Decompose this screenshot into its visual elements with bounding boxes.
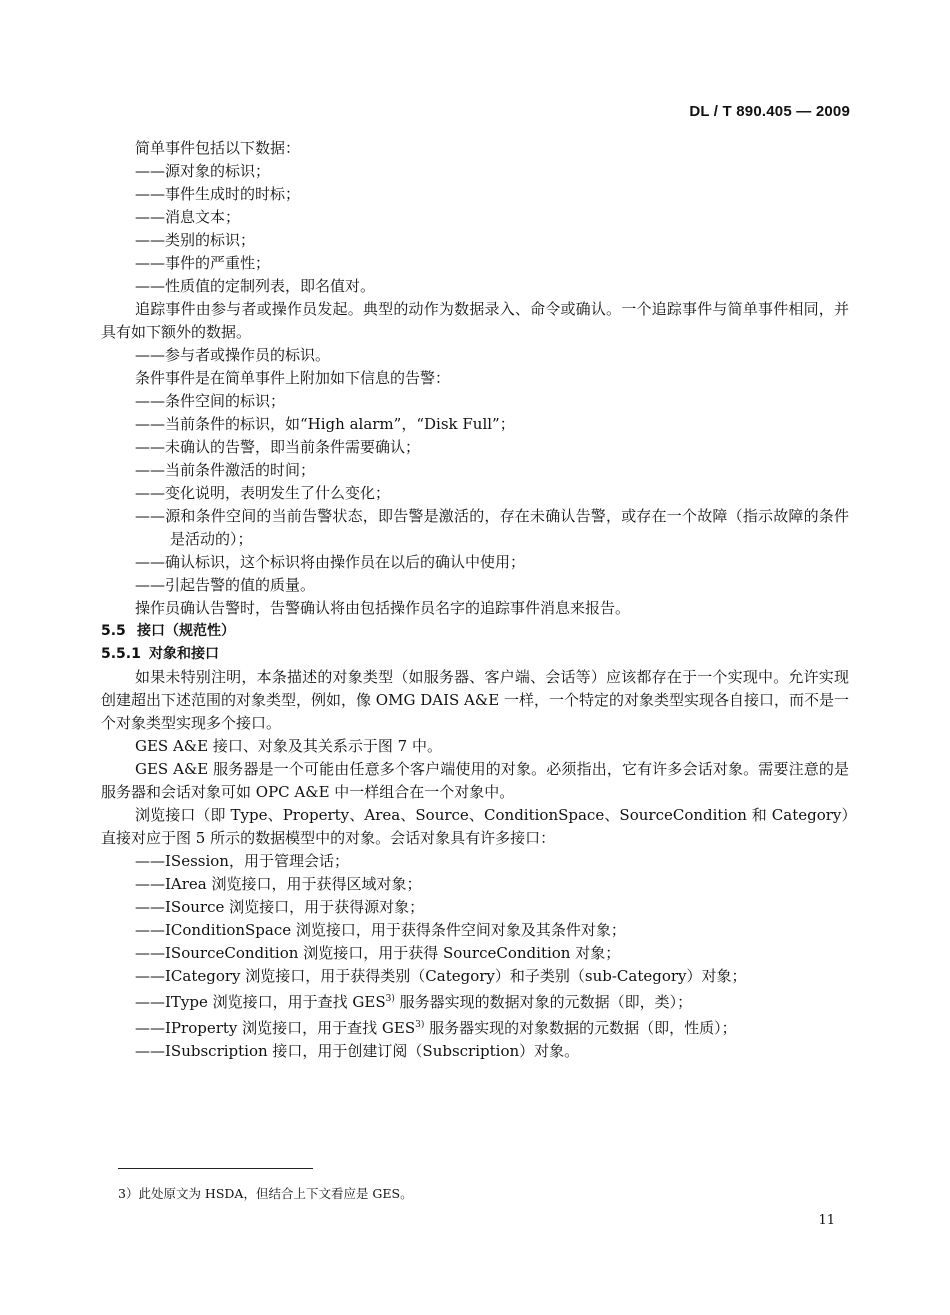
- section-number: 5.5.1: [101, 646, 141, 662]
- list-item: ——事件的严重性；: [135, 254, 271, 272]
- paragraph: 追踪事件由参与者或操作员发起。典型的动作为数据录入、命令或确认。一个追踪事件与简单事件相同，并具有如下额外的数据。: [101, 300, 849, 341]
- footnote: 3）此处原文为 HSDA，但结合上下文看应是 GES。: [118, 1186, 413, 1201]
- section-title: 接口（规范性）: [137, 623, 235, 639]
- section-heading: [101, 620, 849, 643]
- list-item: ——类别的标识；: [135, 231, 256, 249]
- section-title: 对象和接口: [149, 646, 219, 662]
- list-item: [101, 988, 849, 1014]
- paragraph: 浏览接口（即 Type、Property、Area、Source、ConditionSpace、SourceCondition 和 Category）直接对应于图 5 所示的数据模型中的对象。会话对象具有许多接口：: [101, 806, 849, 847]
- footnote-divider: [118, 1168, 313, 1169]
- list-item: ——参与者或操作员的标识。: [135, 346, 331, 364]
- list-item: ——ISource 浏览接口，用于获得源对象；: [135, 898, 425, 916]
- list-item: ——消息文本；: [135, 208, 241, 226]
- subsection-heading: [101, 643, 849, 666]
- list-item: [101, 1014, 849, 1040]
- list-item-text: 服务器实现的对象数据的元数据（即，性质）；: [424, 1019, 737, 1037]
- footnote-reference: 3): [415, 1020, 425, 1030]
- paragraph: 条件事件是在简单事件上附加如下信息的告警：: [135, 369, 451, 387]
- list-item-text: ——IType 浏览接口，用于查找 GES: [135, 993, 386, 1011]
- document-header: DL / T 890.405 — 2009: [689, 103, 850, 120]
- list-item: ——性质值的定制列表，即名值对。: [135, 277, 376, 295]
- list-item: ——ISourceCondition 浏览接口，用于获得 SourceCondition 对象；: [135, 944, 621, 962]
- paragraph: GES A&E 接口、对象及其关系示于图 7 中。: [135, 737, 442, 755]
- list-item: ——当前条件激活的时间；: [135, 461, 316, 479]
- list-item: ——确认标识，这个标识将由操作员在以后的确认中使用；: [135, 553, 526, 571]
- list-item: ——未确认的告警，即当前条件需要确认；: [135, 438, 421, 456]
- list-item: ——IArea 浏览接口，用于获得区域对象；: [135, 875, 422, 893]
- section-number: 5.5: [101, 623, 126, 639]
- list-item: ——ISession，用于管理会话；: [135, 852, 349, 870]
- document-body: [101, 137, 849, 1063]
- list-item-text: ——IProperty 浏览接口，用于查找 GES: [135, 1019, 416, 1037]
- list-item: ——源和条件空间的当前告警状态，即告警是激活的，存在未确认告警，或存在一个故障（指示故障的条件是活动的）；: [135, 507, 849, 548]
- list-item: ——变化说明，表明发生了什么变化；: [135, 484, 391, 502]
- list-item: ——IConditionSpace 浏览接口，用于获得条件空间对象及其条件对象；: [135, 921, 626, 939]
- page-number: 11: [818, 1213, 835, 1228]
- list-item: ——源对象的标识；: [135, 162, 271, 180]
- paragraph: 简单事件包括以下数据：: [135, 139, 301, 157]
- footnote-reference: 3): [385, 994, 395, 1004]
- list-item: ——引起告警的值的质量。: [135, 576, 316, 594]
- list-item-text: 服务器实现的数据对象的元数据（即，类）；: [394, 993, 693, 1011]
- paragraph: GES A&E 服务器是一个可能由任意多个客户端使用的对象。必须指出，它有许多会话对象。需要注意的是服务器和会话对象可如 OPC A&E 中一样组合在一个对象中。: [101, 760, 849, 801]
- list-item: ——事件生成时的时标；: [135, 185, 301, 203]
- list-item: ——当前条件的标识，如“High alarm”，“Disk Full”；: [135, 415, 515, 433]
- paragraph: 如果未特别注明，本条描述的对象类型（如服务器、客户端、会话等）应该都存在于一个实现中。允许实现创建超出下述范围的对象类型，例如，像 OMG DAIS A&E 一样，一个特定的对象类型实现各自接口，而不是一个对象类型实现多个接口。: [101, 668, 849, 732]
- list-item: ——ISubscription 接口，用于创建订阅（Subscription）对象。: [135, 1042, 580, 1060]
- list-item: ——ICategory 浏览接口，用于获得类别（Category）和子类别（sub-Category）对象；: [135, 967, 747, 985]
- list-item: ——条件空间的标识；: [135, 392, 286, 410]
- paragraph: 操作员确认告警时，告警确认将由包括操作员名字的追踪事件消息来报告。: [135, 599, 631, 617]
